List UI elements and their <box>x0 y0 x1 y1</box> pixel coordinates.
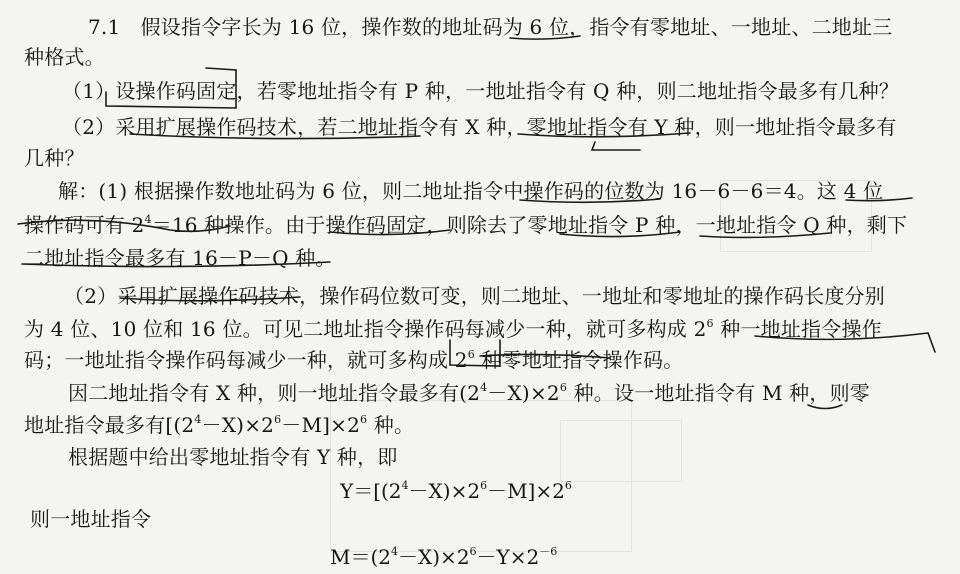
equation-y: $Y=[(2^4-X)\times 2^6-M]\times 2^6$ <box>340 479 572 503</box>
question-1: （1）设操作码固定，若零地址指令有 P 种，一地址指令有 Q 种，则二地址指令最多有几种？ <box>62 79 900 103</box>
solution-2-line-1: （2）采用扩展操作码技术，操作码位数可变，则二地址、一地址和零地址的操作码长度分别 <box>64 284 885 308</box>
solution-2-line-2: 为 4 位、10 位和 16 位。可见二地址指令操作码每减少一种，就可多构成 $2^6$ 种一地址指令操作 <box>24 317 882 341</box>
problem-line-2: 种格式。 <box>24 45 105 69</box>
solution-1-line-1: 解：(1) 根据操作数地址码为 6 位，则二地址指令中操作码的位数为 16－6－6＝4。这 4 位 <box>58 179 884 203</box>
bleed-through-box <box>560 420 682 482</box>
equation-m: $M=(2^4-X)\times 2^6-Y\times 2^{-6}$ <box>330 545 558 569</box>
solution-1-line-2: 操作码可有 $2^4=16$ 种操作。由于操作码固定，则除去了零地址指令 P 种，一地址指令 Q 种，剩下 <box>24 213 908 237</box>
question-2-line-2: 几种？ <box>24 146 85 170</box>
solution-3-line-1: 因二地址指令有 X 种，则一地址指令最多有$(2^4-X)\times 2^6$ 种。设一地址指令有 M 种，则零 <box>68 381 870 405</box>
solution-2-line-3: 码；一地址指令操作码每减少一种，就可多构成 $2^6$ 种零地址指令操作码。 <box>24 348 684 372</box>
solution-5-text: 则一地址指令 <box>30 507 152 531</box>
solution-1-line-3: 二地址指令最多有 16－P－Q 种。 <box>24 246 336 270</box>
solution-3-line-2: 地址指令最多有$[(2^4-X)\times 2^6-M]\times 2^6$ 种。 <box>24 413 415 437</box>
solution-4-text: 根据题中给出零地址指令有 Y 种，即 <box>68 445 398 469</box>
bracket-mark <box>592 142 640 150</box>
question-2-line-1: （2）采用扩展操作码技术，若二地址指令有 X 种，零地址指令有 Y 种，则一地址指令最多有 <box>62 115 897 139</box>
problem-line-1: 7.1 假设指令字长为 16 位，操作数的地址码为 6 位，指令有零地址、一地址、二地址三 <box>88 15 893 39</box>
